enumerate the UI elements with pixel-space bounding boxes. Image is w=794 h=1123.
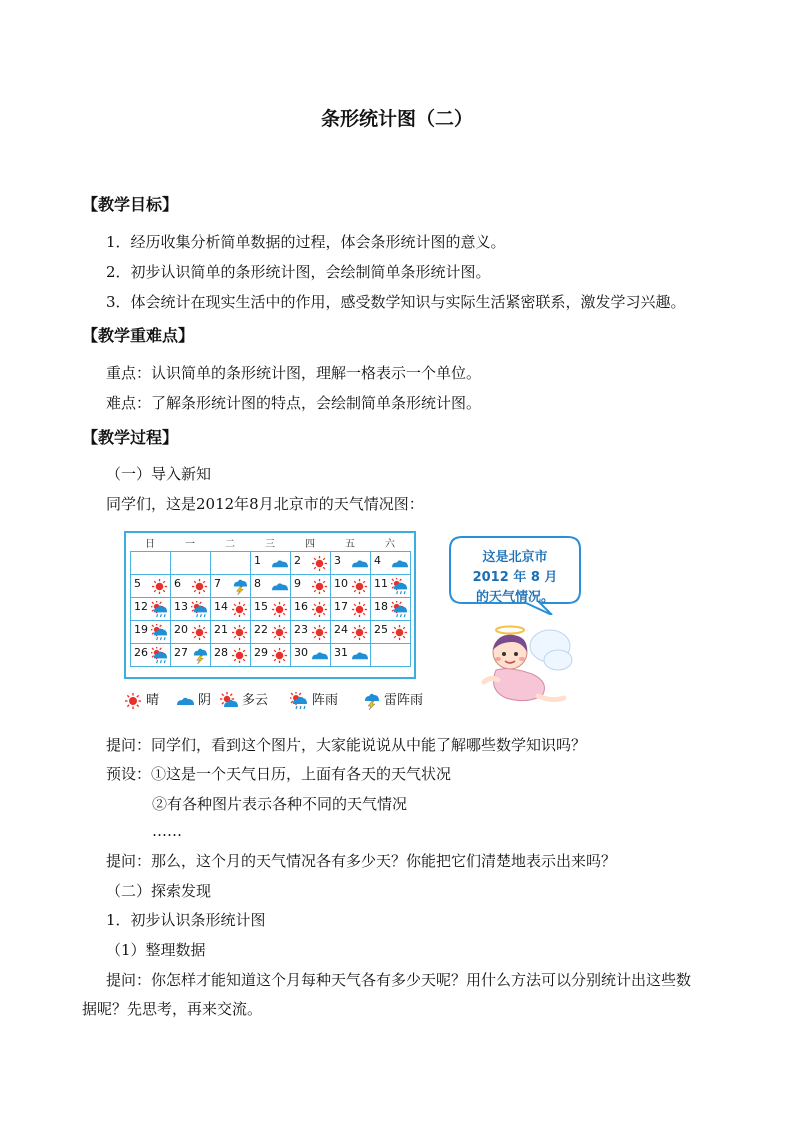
calendar-day-cell <box>130 620 171 644</box>
sub-heading-explore: （二）探索发现 <box>106 882 212 900</box>
sunny-weather-icon <box>391 624 408 641</box>
thunder-weather-icon <box>191 647 208 664</box>
day-number: 31 <box>334 646 348 659</box>
sunny-weather-icon <box>124 692 142 710</box>
shower-weather-icon <box>391 601 408 618</box>
calendar-day-cell <box>250 620 291 644</box>
calendar-day-cell <box>170 643 211 667</box>
day-number: 15 <box>254 600 268 613</box>
day-number: 26 <box>134 646 148 659</box>
sunny-weather-icon <box>231 601 248 618</box>
calendar-day-cell <box>130 574 171 598</box>
calendar-day-cell <box>130 551 171 575</box>
weekday-header: 六 <box>385 539 395 550</box>
step-1: 1．初步认识条形统计图 <box>106 911 266 929</box>
cloudy-weather-icon <box>176 692 194 710</box>
day-number: 16 <box>294 600 308 613</box>
cloudy-weather-icon <box>271 555 288 572</box>
sunny-weather-icon <box>311 624 328 641</box>
partly-weather-icon <box>220 692 238 710</box>
cloudy-weather-icon <box>351 555 368 572</box>
day-number: 20 <box>174 623 188 636</box>
calendar-day-cell <box>330 574 371 598</box>
difficult-point: 难点：了解条形统计图的特点，会绘制简单条形统计图。 <box>106 394 482 412</box>
sub-heading-intro: （一）导入新知 <box>106 465 212 483</box>
legend-label: 雷阵雨 <box>384 693 424 708</box>
calendar-day-cell <box>330 643 371 667</box>
day-number: 23 <box>294 623 308 636</box>
day-number: 13 <box>174 600 188 613</box>
legend-label: 多云 <box>242 693 269 708</box>
cloudy-weather-icon <box>351 647 368 664</box>
day-number: 7 <box>214 577 221 590</box>
shower-weather-icon <box>151 624 168 641</box>
step-1a: （1）整理数据 <box>106 941 206 959</box>
calendar-day-cell <box>210 574 251 598</box>
day-number: 30 <box>294 646 308 659</box>
calendar-day-cell <box>170 551 211 575</box>
shower-weather-icon <box>151 647 168 664</box>
calendar-day-cell <box>170 574 211 598</box>
day-number: 14 <box>214 600 228 613</box>
calendar-day-cell <box>370 551 411 575</box>
calendar-day-cell <box>370 620 411 644</box>
day-number: 29 <box>254 646 268 659</box>
shower-weather-icon <box>290 692 308 710</box>
thunder-weather-icon <box>231 578 248 595</box>
calendar-day-cell <box>290 551 331 575</box>
legend-item-cloudy <box>176 689 211 710</box>
preset-1: 预设：①这是一个天气日历，上面有各天的天气状况 <box>106 765 452 783</box>
question-3-line-2: 据呢？先思考，再来交流。 <box>82 1000 263 1018</box>
calendar-day-cell <box>370 597 411 621</box>
sunny-weather-icon <box>271 624 288 641</box>
weather-calendar <box>124 531 416 679</box>
calendar-day-cell <box>210 551 251 575</box>
cloudy-weather-icon <box>271 578 288 595</box>
weekday-header: 二 <box>225 539 235 550</box>
legend-item-shower <box>290 689 338 710</box>
objective-2: 2．初步认识简单的条形统计图，会绘制简单条形统计图。 <box>106 263 491 281</box>
sunny-weather-icon <box>271 647 288 664</box>
legend-label: 阵雨 <box>312 693 339 708</box>
legend-label: 晴 <box>146 693 160 708</box>
calendar-day-cell <box>290 597 331 621</box>
heading-process: 【教学过程】 <box>82 428 179 447</box>
question-3-line-1: 提问：你怎样才能知道这个月每种天气各有多少天呢？用什么方法可以分别统计出这些数 <box>106 971 692 989</box>
day-number: 17 <box>334 600 348 613</box>
day-number: 28 <box>214 646 228 659</box>
weekday-header: 五 <box>345 539 355 550</box>
day-number: 25 <box>374 623 388 636</box>
day-number: 8 <box>254 577 261 590</box>
day-number: 22 <box>254 623 268 636</box>
calendar-day-cell <box>170 620 211 644</box>
cloudy-weather-icon <box>311 647 328 664</box>
calendar-day-cell <box>370 643 411 667</box>
calendar-day-cell <box>290 643 331 667</box>
calendar-day-cell <box>250 643 291 667</box>
legend-item-sunny <box>124 689 159 710</box>
legend-item-partly <box>220 689 268 710</box>
day-number: 9 <box>294 577 301 590</box>
day-number: 6 <box>174 577 181 590</box>
calendar-day-cell <box>250 597 291 621</box>
preset-2: ②有各种图片表示各种不同的天气情况 <box>152 795 408 813</box>
calendar-day-cell <box>250 551 291 575</box>
day-number: 1 <box>254 554 261 567</box>
day-number: 11 <box>374 577 388 590</box>
ellipsis: …… <box>152 822 182 840</box>
sunny-weather-icon <box>311 555 328 572</box>
sunny-weather-icon <box>351 578 368 595</box>
shower-weather-icon <box>191 601 208 618</box>
question-1: 提问：同学们，看到这个图片，大家能说说从中能了解哪些数学知识吗？ <box>106 736 587 754</box>
calendar-day-cell <box>250 574 291 598</box>
cloudy-weather-icon <box>391 555 408 572</box>
weekday-header: 四 <box>305 539 315 550</box>
calendar-day-cell <box>130 597 171 621</box>
page-title: 条形统计图（二） <box>320 108 473 130</box>
heading-key-points: 【教学重难点】 <box>82 326 195 345</box>
objective-1: 1．经历收集分析简单数据的过程，体会条形统计图的意义。 <box>106 233 506 251</box>
sunny-weather-icon <box>351 624 368 641</box>
sunny-weather-icon <box>351 601 368 618</box>
calendar-day-cell <box>330 620 371 644</box>
day-number: 18 <box>374 600 388 613</box>
fairy-character-illustration <box>472 624 574 710</box>
sunny-weather-icon <box>231 624 248 641</box>
legend-item-thunder <box>362 689 423 710</box>
objective-3: 3．体会统计在现实生活中的作用，感受数学知识与实际生活紧密联系，激发学习兴趣。 <box>106 293 686 311</box>
sunny-weather-icon <box>311 601 328 618</box>
day-number: 10 <box>334 577 348 590</box>
sunny-weather-icon <box>231 647 248 664</box>
bubble-line-3: 的天气情况。 <box>475 590 554 605</box>
heading-objectives: 【教学目标】 <box>82 195 179 214</box>
day-number: 4 <box>374 554 381 567</box>
weekday-header: 日 <box>145 539 155 550</box>
shower-weather-icon <box>391 578 408 595</box>
sunny-weather-icon <box>311 578 328 595</box>
sunny-weather-icon <box>271 601 288 618</box>
day-number: 2 <box>294 554 301 567</box>
question-2: 提问：那么，这个月的天气情况各有多少天？你能把它们清楚地表示出来吗？ <box>106 852 617 870</box>
weekday-header: 三 <box>265 539 275 550</box>
calendar-day-cell <box>330 551 371 575</box>
weekday-header: 一 <box>185 539 195 550</box>
calendar-day-cell <box>290 620 331 644</box>
calendar-day-cell <box>370 574 411 598</box>
calendar-day-cell <box>210 620 251 644</box>
calendar-day-cell <box>210 643 251 667</box>
calendar-day-cell <box>330 597 371 621</box>
sunny-weather-icon <box>151 578 168 595</box>
calendar-day-cell <box>170 597 211 621</box>
day-number: 21 <box>214 623 228 636</box>
day-number: 24 <box>334 623 348 636</box>
shower-weather-icon <box>151 601 168 618</box>
calendar-day-cell <box>210 597 251 621</box>
legend-label: 阴 <box>198 693 212 708</box>
day-number: 12 <box>134 600 148 613</box>
day-number: 5 <box>134 577 141 590</box>
day-number: 27 <box>174 646 188 659</box>
day-number: 3 <box>334 554 341 567</box>
day-number: 19 <box>134 623 148 636</box>
intro-text: 同学们，这是2012年8月北京市的天气情况图： <box>106 495 424 513</box>
key-point: 重点：认识简单的条形统计图，理解一格表示一个单位。 <box>106 364 482 382</box>
calendar-day-cell <box>130 643 171 667</box>
thunder-weather-icon <box>362 692 380 710</box>
bubble-line-1: 这是北京市 <box>482 550 548 565</box>
calendar-day-cell <box>290 574 331 598</box>
sunny-weather-icon <box>191 578 208 595</box>
sunny-weather-icon <box>191 624 208 641</box>
bubble-line-2: 2012 年 8 月 <box>472 570 558 585</box>
